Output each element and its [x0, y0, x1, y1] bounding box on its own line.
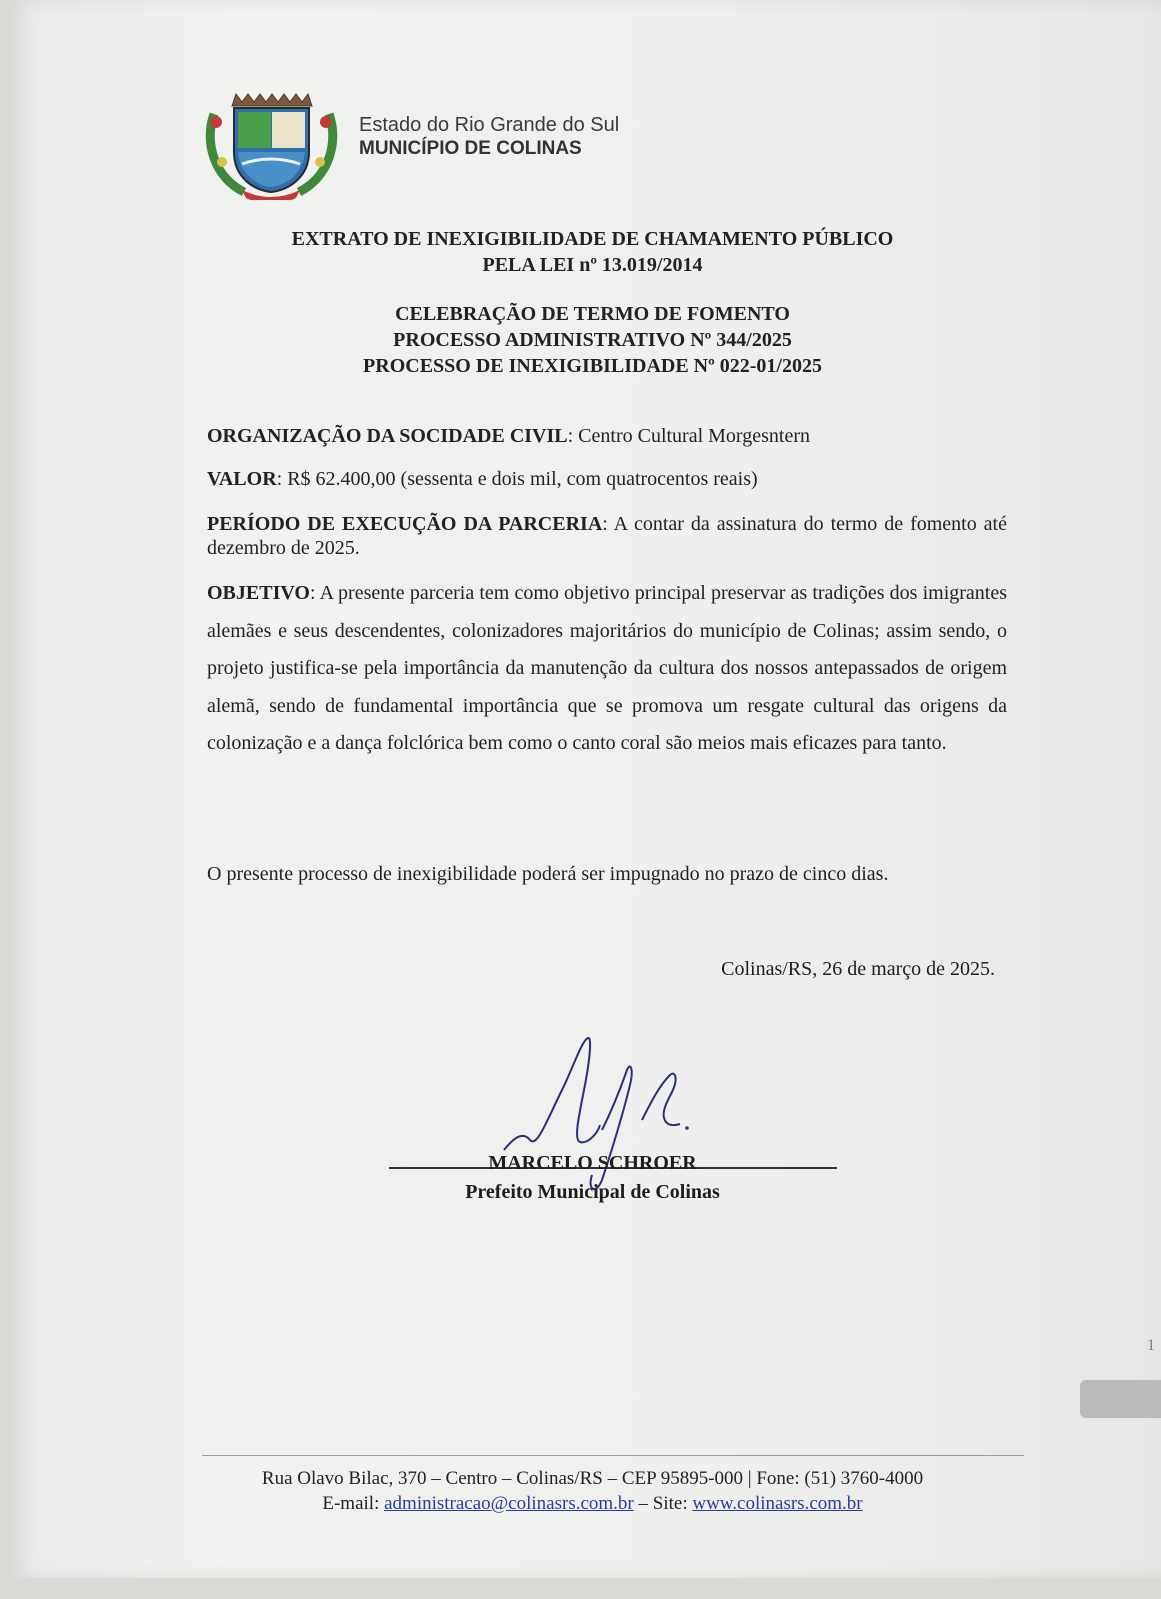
title-block-extract	[12, 226, 1161, 278]
footer-address: Rua Olavo Bilac, 370 – Centro – Colinas/RS – CEP 95895-000 | Fone: (51) 3760-4000	[261, 1468, 924, 1489]
title-line: CELEBRAÇÃO DE TERMO DE FOMENTO	[395, 303, 790, 325]
header-municipality: MUNICÍPIO DE COLINAS	[359, 138, 582, 159]
binder-tab	[1080, 1380, 1161, 1418]
field-value: : R$ 62.400,00 (sessenta e dois mil, com quatrocentos reais)	[276, 468, 758, 490]
email-label: E-mail:	[322, 1493, 385, 1514]
footer-divider	[202, 1455, 1024, 1456]
field-organization	[207, 425, 1007, 448]
field-value: : A presente parceria tem como objetivo principal preservar as tradições dos imigrantes alemães e seus descendentes, colonizadores majoritários do município de Colinas; assim sendo, o projeto justifica-se pela importância da manutenção da cultura dos nossos antepassados de origem alemã, sendo de fundamental importância que se promova um resgate cultural das origens da colonização e a dança folclórica bem como o canto coral são meios mais eficazes para tanto.	[207, 582, 1007, 754]
footer-contact	[12, 1493, 1161, 1515]
title-block-process	[12, 301, 1161, 379]
field-value: : Centro Cultural Morgesntern	[567, 425, 810, 447]
field-label: OBJETIVO	[207, 582, 310, 604]
site-label: – Site:	[633, 1493, 693, 1514]
document-page	[12, 0, 1161, 1578]
field-label: PERÍODO DE EXECUÇÃO DA PARCERIA	[207, 513, 603, 535]
page-number: 1	[1147, 1337, 1155, 1354]
title-line: PROCESSO ADMINISTRATIVO Nº 344/2025	[393, 329, 792, 351]
email-link[interactable]: administracao@colinasrs.com.br	[384, 1493, 634, 1514]
title-line: PELA LEI nº 13.019/2014	[482, 254, 703, 276]
site-link[interactable]: www.colinasrs.com.br	[692, 1493, 863, 1514]
field-value-amount	[207, 468, 1007, 491]
title-line: EXTRATO DE INEXIGIBILIDADE DE CHAMAMENTO PÚBLICO	[291, 228, 894, 250]
field-objective	[207, 575, 1007, 763]
header-state: Estado do Rio Grande do Sul	[359, 114, 620, 136]
field-label: VALOR	[207, 468, 277, 490]
impugnation-notice: O presente processo de inexigibilidade poderá ser impugnado no prazo de cinco dias.	[207, 863, 889, 885]
field-label: ORGANIZAÇÃO DA SOCIDADE CIVIL	[207, 425, 568, 447]
signatory-role: Prefeito Municipal de Colinas	[465, 1181, 720, 1203]
letterhead	[204, 92, 804, 202]
signatory-name: MARCELO SCHROER	[488, 1152, 697, 1174]
title-line: PROCESSO DE INEXIGIBILIDADE Nº 022-01/2025	[363, 355, 822, 377]
municipal-crest-icon	[204, 92, 339, 200]
field-execution-period	[207, 512, 1007, 560]
date-place: Colinas/RS, 26 de março de 2025.	[721, 958, 995, 980]
field-value: : A contar da assinatura do termo de fomento até dezembro de 2025.	[207, 513, 1007, 559]
